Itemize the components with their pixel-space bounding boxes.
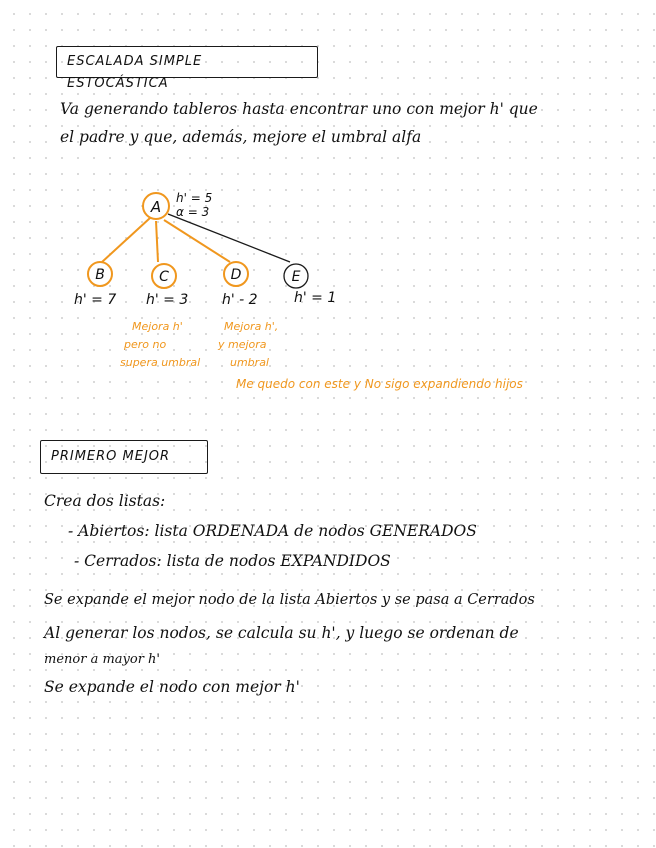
edge-a-d: [164, 220, 230, 262]
note-stop: Me quedo con este y No sigo expandiendo hijos: [236, 377, 523, 391]
text-line: Al generar los nodos, se calcula su h', y luego se ordenan de: [44, 624, 519, 642]
text-line: Se expande el nodo con mejor h': [44, 678, 300, 696]
list-item-abiertos: - Abiertos: lista ORDENADA de nodos GENERADOS: [68, 522, 477, 540]
note-d-line: umbral: [230, 356, 269, 369]
note-c-line: Mejora h': [132, 320, 183, 333]
node-d-label: D: [230, 267, 242, 283]
node-d-h-value: h' - 2: [222, 292, 258, 308]
root-h-value: h' = 5: [176, 191, 213, 205]
note-c-line: supera umbral: [120, 356, 201, 369]
note-d-line: Mejora h',: [224, 320, 279, 333]
node-b-label: B: [95, 267, 105, 283]
node-b-h-value: h' = 7: [74, 292, 117, 308]
node-e-label: E: [291, 269, 301, 285]
section-title-escalada: ESCALADA SIMPLE ESTOCÁSTICA: [56, 46, 318, 78]
text-line: Va generando tableros hasta encontrar uno con mejor h' que: [60, 100, 538, 118]
section-title-primero-mejor: PRIMERO MEJOR: [40, 440, 208, 474]
text-line: Se expande el mejor nodo de la lista Abiertos y se pasa a Cerrados: [44, 592, 535, 608]
edge-a-b: [102, 218, 150, 262]
note-d-line: y mejora: [218, 338, 267, 351]
text-line: el padre y que, además, mejore el umbral alfa: [60, 128, 422, 146]
node-a-label: A: [150, 198, 162, 216]
text-line: menor a mayor h': [44, 652, 160, 667]
note-c-line: pero no: [124, 338, 167, 351]
list-item-cerrados: - Cerrados: lista de nodos EXPANDIDOS: [74, 552, 391, 570]
root-alpha-value: α = 3: [176, 205, 210, 219]
text-line: Crea dos listas:: [44, 492, 166, 510]
edge-a-c: [156, 221, 158, 262]
node-c-h-value: h' = 3: [146, 292, 189, 308]
edge-a-e: [168, 214, 290, 262]
node-e-h-value: h' = 1: [294, 290, 337, 306]
node-c-label: C: [159, 269, 169, 285]
